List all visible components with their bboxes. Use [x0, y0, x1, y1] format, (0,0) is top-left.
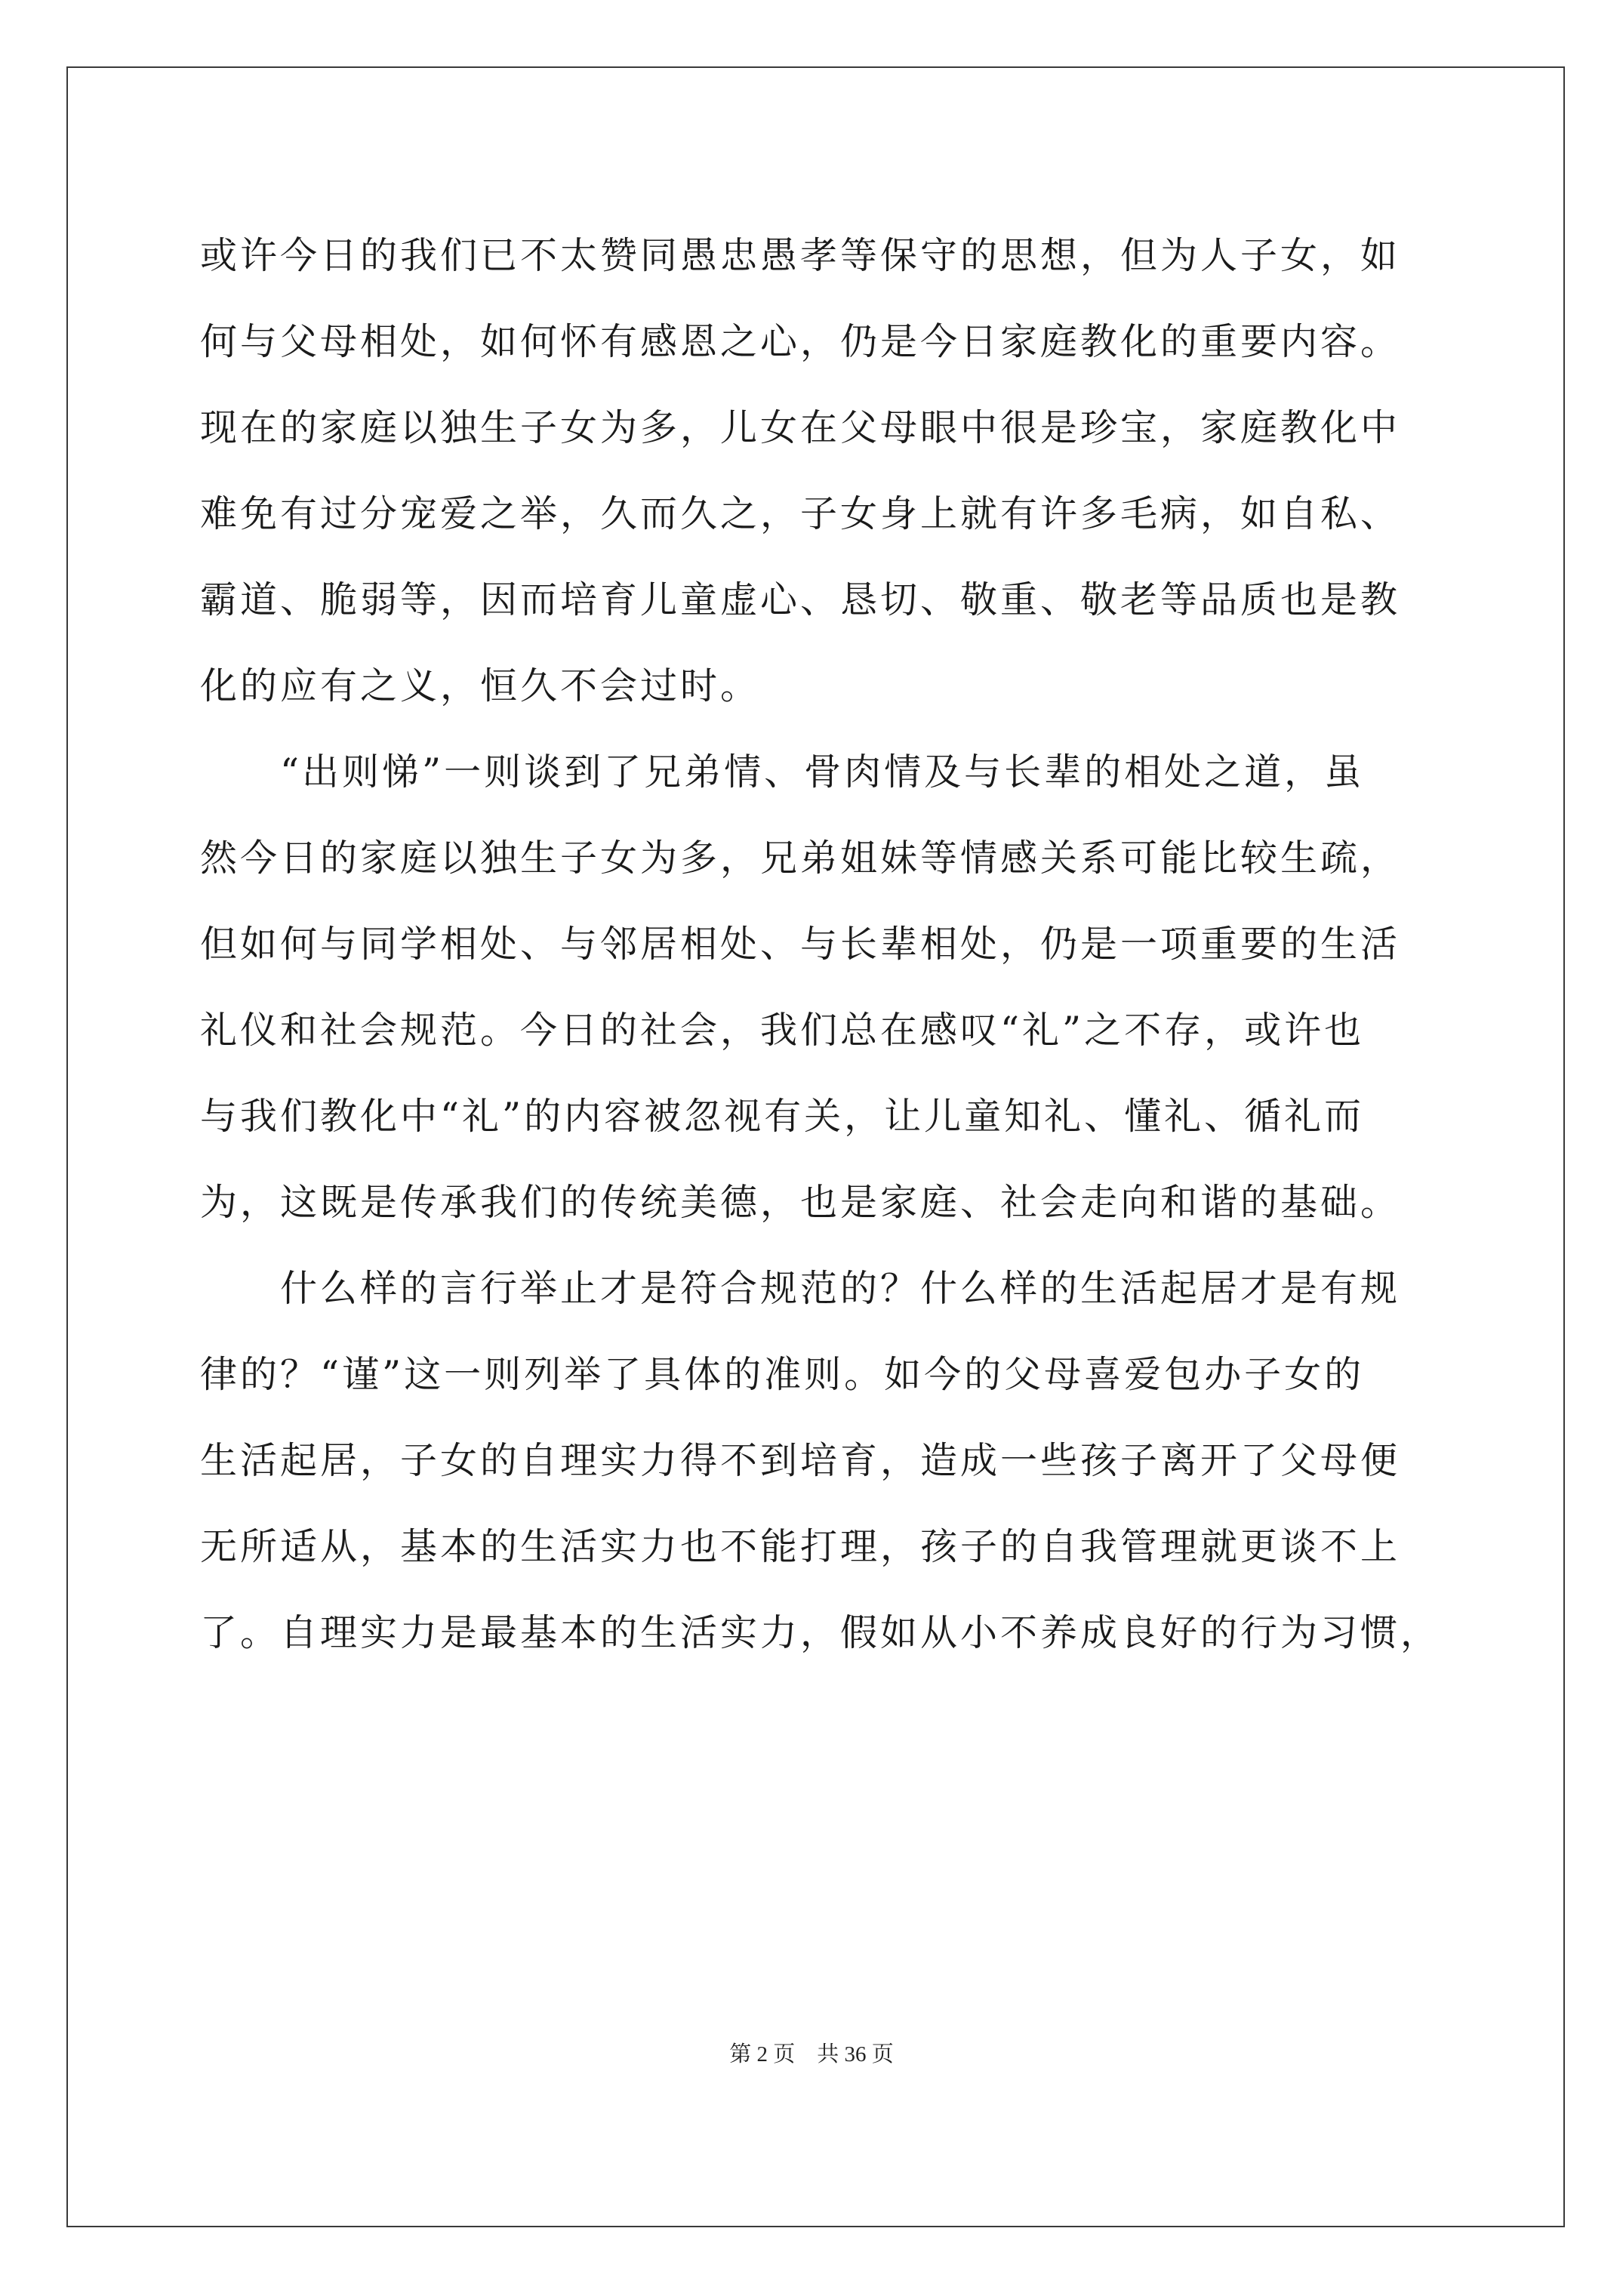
text-line: 无所适从，基本的生活实力也不能打理，孩子的自我管理就更谈不上: [200, 1525, 1401, 1568]
page-number: 第 2 页 共 36 页: [729, 2042, 894, 2066]
text-line: 但如何与同学相处、与邻居相处、与长辈相处，仍是一项重要的生活: [200, 923, 1401, 966]
text-line: 然今日的家庭以独生子女为多，兄弟姐妹等情感关系可能比较生疏，: [200, 837, 1401, 880]
text-line: 律的？“谨”这一则列举了具体的准则。如今的父母喜爱包办子女的: [200, 1353, 1365, 1396]
text-line: 霸道、脆弱等，因而培育儿童虚心、恳切、敬重、敬老等品质也是教: [200, 578, 1401, 621]
text-line: 或许今日的我们已不太赞同愚忠愚孝等保守的思想，但为人子女，如: [200, 234, 1401, 277]
document-body: [200, 213, 1441, 1676]
text-line: “出则悌”一则谈到了兄弟情、骨肉情及与长辈的相处之道，虽: [200, 750, 1365, 794]
text-line: 现在的家庭以独生子女为多，儿女在父母眼中很是珍宝，家庭教化中: [200, 406, 1401, 449]
text-line: 生活起居，子女的自理实力得不到培育，造成一些孩子离开了父母便: [200, 1439, 1401, 1482]
text-line: 化的应有之义，恒久不会过时。: [200, 664, 761, 707]
text-line: 礼仪和社会规范。今日的社会，我们总在感叹“礼”之不存，或许也: [200, 1009, 1365, 1052]
text-line: 了。自理实力是最基本的生活实力，假如从小不养成良好的行为习惯，: [200, 1611, 1441, 1654]
text-line: 什么样的言行举止才是符合规范的？什么样的生活起居才是有规: [200, 1267, 1401, 1310]
text-line: 为，这既是传承我们的传统美德，也是家庭、社会走向和谐的基础。: [200, 1181, 1401, 1224]
text-line: 难免有过分宠爱之举，久而久之，子女身上就有许多毛病，如自私、: [200, 492, 1401, 535]
text-line: 何与父母相处，如何怀有感恩之心，仍是今日家庭教化的重要内容。: [200, 320, 1401, 363]
text-line: 与我们教化中“礼”的内容被忽视有关，让儿童知礼、懂礼、循礼而: [200, 1095, 1365, 1138]
